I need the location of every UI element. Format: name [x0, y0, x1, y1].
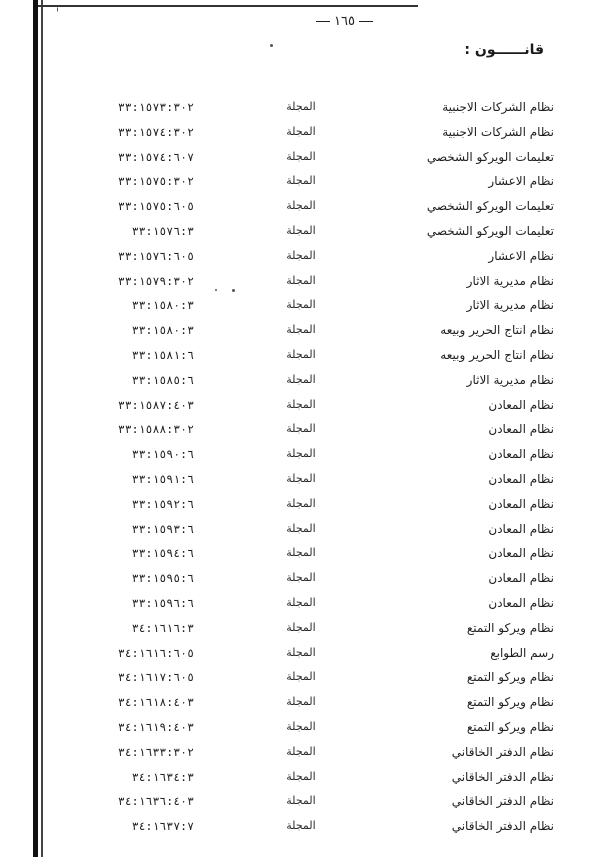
list-item	[0, 667, 606, 692]
entry-source: المجلة	[286, 347, 316, 361]
list-item	[0, 345, 606, 370]
entry-reference: ٣٣:١٥٩٢:٦	[131, 496, 194, 511]
entry-source: المجلة	[286, 149, 316, 163]
list-item	[0, 295, 606, 320]
page-number: ١٦٥	[312, 14, 377, 29]
entry-reference: ٣٣:١٥٨٧:٤٠٣	[117, 397, 194, 412]
entry-source: المجلة	[286, 769, 316, 783]
entry-title: نظام انتاج الحرير وبيعه	[440, 347, 554, 362]
list-item	[0, 791, 606, 816]
entry-reference: ٣٣:١٥٧٥:٣٠٢	[117, 174, 194, 189]
entry-source: المجلة	[286, 496, 316, 510]
entry-reference: ٣٣:١٥٧٣:٣٠٢	[117, 100, 194, 114]
entry-title: نظام المعادن	[488, 447, 554, 462]
entry-title: نظام الدفتر الخاقاني	[451, 794, 554, 809]
entry-title: نظام المعادن	[488, 546, 554, 561]
entry-reference: ٣٤:١٦١٨:٤٠٣	[117, 695, 194, 710]
list-item	[0, 742, 606, 767]
entry-source: المجلة	[286, 620, 316, 634]
entry-title: نظام المعادن	[488, 422, 554, 437]
entry-reference: ٣٣:١٥٩١:٦	[131, 471, 194, 486]
entry-reference: ٣٤:١٦١٩:٤٠٣	[117, 719, 194, 734]
entry-title: نظام المعادن	[488, 496, 554, 511]
entry-title: نظام المعادن	[488, 471, 554, 486]
entry-reference: ٣٣:١٥٨١:٦	[131, 347, 194, 362]
entry-source: المجلة	[286, 595, 316, 609]
entry-source: المجلة	[286, 819, 316, 833]
list-item	[0, 271, 606, 296]
list-item	[0, 97, 606, 122]
entry-source: المجلة	[286, 546, 316, 560]
entry-source: المجلة	[286, 124, 316, 138]
entry-title: نظام ويركو التمتع	[466, 719, 554, 734]
entry-reference: ٣٣:١٥٨٠:٣	[131, 298, 194, 313]
entry-title: نظام المعادن	[488, 595, 554, 610]
entry-source: المجلة	[286, 100, 316, 113]
entry-source: المجلة	[286, 645, 316, 659]
list-item	[0, 593, 606, 618]
list-item	[0, 816, 606, 841]
entry-reference: ٣٤:١٦٣٦:٤٠٣	[117, 794, 194, 809]
list-item	[0, 122, 606, 147]
entry-source: المجلة	[286, 372, 316, 386]
entry-reference: ٣٤:١٦٣٧:٧	[131, 819, 194, 834]
list-item	[0, 494, 606, 519]
entry-source: المجلة	[286, 273, 316, 287]
entry-title: نظام الشركات الاجنبية	[442, 100, 554, 114]
entry-title: نظام المعادن	[488, 397, 554, 412]
entry-reference: ٣٣:١٥٧٩:٣٠٢	[117, 273, 194, 288]
entry-title: نظام مديرية الاثار	[466, 298, 554, 313]
entry-reference: ٣٣:١٥٨٨:٣٠٢	[117, 422, 194, 437]
entry-source: المجلة	[286, 199, 316, 213]
entry-reference: ٣٤:١٦٣٣:٣٠٢	[117, 744, 194, 759]
entry-reference: ٣٣:١٥٩٦:٦	[131, 595, 194, 610]
list-item	[0, 618, 606, 643]
entry-source: المجلة	[286, 670, 316, 684]
entry-title: نظام المعادن	[488, 521, 554, 536]
entry-source: المجلة	[286, 298, 316, 312]
entry-reference: ٣٤:١٦١٦:٣	[131, 620, 194, 635]
entry-reference: ٣٣:١٥٨٠:٣	[131, 323, 194, 338]
entry-reference: ٣٣:١٥٧٤:٦٠٧	[117, 149, 194, 164]
entry-reference: ٣٣:١٥٩٠:٦	[131, 447, 194, 462]
scan-speck	[270, 44, 273, 47]
entry-reference: ٣٣:١٥٧٦:٦٠٥	[117, 248, 194, 263]
entry-title: نظام الدفتر الخاقاني	[451, 769, 554, 784]
list-item	[0, 221, 606, 246]
list-item	[0, 717, 606, 742]
entry-title: نظام الدفتر الخاقاني	[451, 819, 554, 834]
entry-source: المجلة	[286, 447, 316, 461]
entry-title: نظام انتاج الحرير وبيعه	[440, 323, 554, 338]
entry-reference: ٣٣:١٥٧٦:٣	[131, 223, 194, 238]
list-item	[0, 643, 606, 668]
entry-reference: ٣٣:١٥٨٥:٦	[131, 372, 194, 387]
entry-title: نظام الشركات الاجنبية	[442, 124, 554, 139]
list-item	[0, 196, 606, 221]
entry-source: المجلة	[286, 174, 316, 188]
list-item	[0, 395, 606, 420]
entry-title: نظام الاعشار	[488, 248, 554, 263]
entry-source: المجلة	[286, 223, 316, 237]
entry-source: المجلة	[286, 571, 316, 585]
entry-title: تعليمات الويركو الشخصي	[426, 149, 554, 164]
entry-source: المجلة	[286, 248, 316, 262]
list-item	[0, 147, 606, 172]
list-item	[0, 767, 606, 792]
entry-title: نظام مديرية الاثار	[466, 372, 554, 387]
entry-source: المجلة	[286, 719, 316, 733]
entry-source: المجلة	[286, 471, 316, 485]
entry-source: المجلة	[286, 744, 316, 758]
entry-source: المجلة	[286, 794, 316, 808]
list-item	[0, 444, 606, 469]
entry-title: نظام ويركو التمتع	[466, 695, 554, 710]
list-item	[0, 519, 606, 544]
entry-reference: ٣٣:١٥٩٤:٦	[131, 546, 194, 561]
entry-reference: ٣٤:١٦١٧:٦٠٥	[117, 670, 194, 685]
entry-title: تعليمات الويركو الشخصي	[426, 199, 554, 214]
list-item	[0, 568, 606, 593]
list-item	[0, 171, 606, 196]
list-item	[0, 692, 606, 717]
entry-source: المجلة	[286, 397, 316, 411]
entry-title: نظام ويركو التمتع	[466, 620, 554, 635]
page-top-edge	[38, 5, 418, 7]
list-item	[0, 246, 606, 271]
entry-title: نظام المعادن	[488, 571, 554, 586]
entry-reference: ٣٣:١٥٩٥:٦	[131, 571, 194, 586]
list-item	[0, 469, 606, 494]
entry-source: المجلة	[286, 695, 316, 709]
entry-reference: ٣٤:١٦٣٤:٣	[131, 769, 194, 784]
entry-reference: ٣٣:١٥٩٣:٦	[131, 521, 194, 536]
list-item	[0, 419, 606, 444]
section-heading: قانــــــون :	[464, 42, 544, 58]
index-list	[0, 97, 606, 841]
entry-reference: ٣٣:١٥٧٥:٦٠٥	[117, 199, 194, 214]
entry-title: نظام الدفتر الخاقاني	[451, 744, 554, 759]
list-item	[0, 543, 606, 568]
entry-title: نظام مديرية الاثار	[466, 273, 554, 288]
list-item	[0, 370, 606, 395]
entry-source: المجلة	[286, 323, 316, 337]
entry-reference: ٣٣:١٥٧٤:٣٠٢	[117, 124, 194, 139]
entry-source: المجلة	[286, 422, 316, 436]
entry-title: نظام ويركو التمتع	[466, 670, 554, 685]
entry-title: تعليمات الويركو الشخصي	[426, 223, 554, 238]
entry-reference: ٣٤:١٦١٦:٦٠٥	[117, 645, 194, 660]
entry-title: رسم الطوابع	[490, 645, 554, 660]
entry-source: المجلة	[286, 521, 316, 535]
list-item	[0, 320, 606, 345]
entry-title: نظام الاعشار	[488, 174, 554, 189]
